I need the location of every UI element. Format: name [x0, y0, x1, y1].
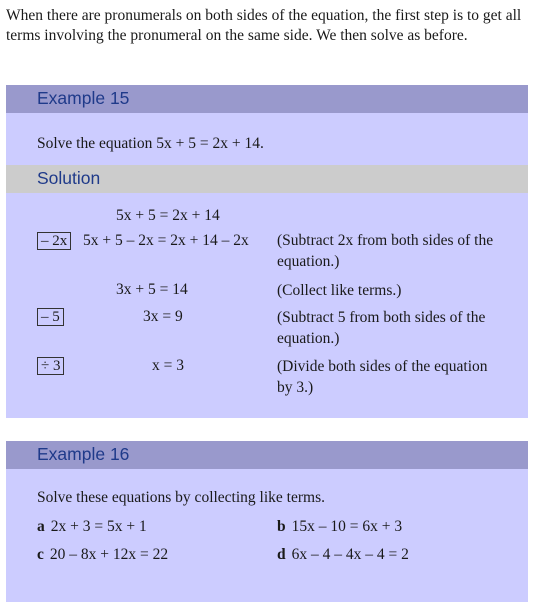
- solution-equation: 3x + 5 = 14: [116, 281, 188, 298]
- solution-equation: x = 3: [152, 357, 184, 374]
- example-16-box: [6, 441, 528, 602]
- part-label: b: [277, 518, 286, 535]
- exercise-part: [37, 545, 168, 565]
- exercise-part: [277, 517, 402, 537]
- part-equation: 20 – 8x + 12x = 22: [49, 546, 169, 563]
- solution-equation: 5x + 5 – 2x = 2x + 14 – 2x: [83, 232, 249, 249]
- operation-box: ÷ 3: [37, 357, 64, 375]
- exercise-part: [277, 545, 409, 565]
- part-label: c: [37, 546, 44, 563]
- exercise-part: [37, 517, 147, 537]
- part-equation: 2x + 3 = 5x + 1: [50, 518, 147, 535]
- example-15-header: [6, 85, 528, 113]
- example-16-header: [6, 441, 528, 469]
- solution-equation: 3x = 9: [143, 308, 183, 325]
- solution-note: (Divide both sides of the equation by 3.): [277, 358, 488, 396]
- solution-note: (Collect like terms.): [277, 282, 402, 299]
- operation-box: – 5: [37, 308, 64, 326]
- intro-paragraph: When there are pronumerals on both sides of the equation, the first step is to get all terms involving the pronumeral on the same side. We then solve as before.: [6, 7, 522, 44]
- example-16-title: Example 16: [37, 444, 130, 464]
- example-15-question: Solve the equation 5x + 5 = 2x + 14.: [37, 135, 264, 152]
- solution-title: Solution: [37, 168, 101, 188]
- example-15-title: Example 15: [37, 88, 130, 108]
- solution-equation: 5x + 5 = 2x + 14: [116, 207, 220, 224]
- solution-note: (Subtract 5 from both sides of the equation.): [277, 309, 486, 347]
- example-15-box: [6, 85, 528, 418]
- solution-header: [6, 165, 528, 193]
- part-equation: 6x – 4 – 4x – 4 = 2: [291, 546, 409, 563]
- part-label: d: [277, 546, 286, 563]
- part-label: a: [37, 518, 45, 535]
- part-equation: 15x – 10 = 6x + 3: [291, 518, 403, 535]
- solution-note: (Subtract 2x from both sides of the equation.): [277, 232, 494, 270]
- operation-box: – 2x: [37, 232, 71, 250]
- example-16-question: Solve these equations by collecting like terms.: [37, 489, 325, 506]
